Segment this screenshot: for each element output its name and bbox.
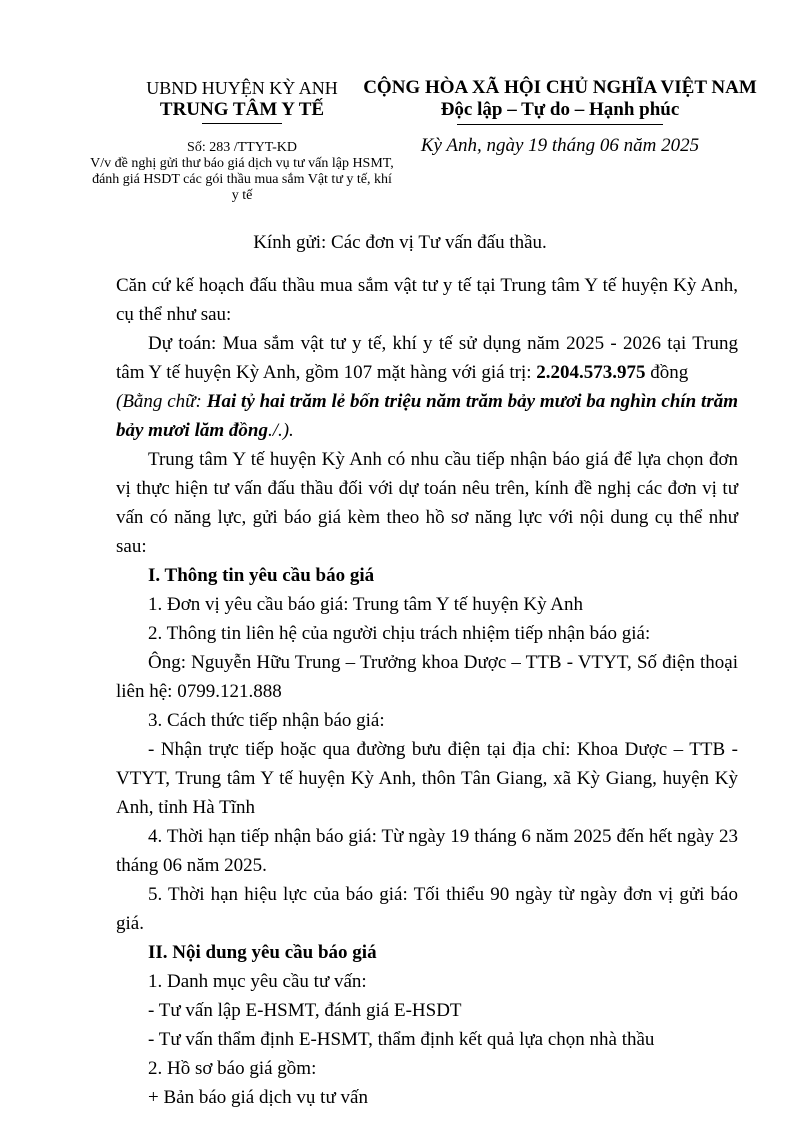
estimate-unit: đồng (645, 362, 689, 383)
header-right-rule (457, 124, 663, 125)
national-title: CỘNG HÒA XÃ HỘI CHỦ NGHĨA VIỆT NAM (363, 77, 757, 98)
greeting: Kính gửi: Các đơn vị Tư vấn đấu thầu. (253, 232, 547, 253)
issuing-unit-name: TRUNG TÂM Y TẾ (159, 99, 325, 120)
paragraph-request: Trung tâm Y tế huyện Kỳ Anh có nhu cầu tiếp nhận báo giá để lựa chọn đơn vị thực hiện tư vấn đấu thầu đối với dự toán nêu trên, kính đề nghị các đơn vị tư vấn có năng lực, gửi báo giá kèm theo hồ sơ năng lực với nội dung cụ thể như sau: (116, 449, 738, 557)
section-1-item-5: 5. Thời hạn hiệu lực của báo giá: Tối thiểu 90 ngày từ ngày đơn vị gửi báo giá. (116, 884, 738, 934)
section-1-item-2: 2. Thông tin liên hệ của người chịu trách nhiệm tiếp nhận báo giá: (148, 623, 651, 644)
section-2-item-1: 1. Danh mục yêu cầu tư vấn: (148, 971, 367, 992)
section-1-address: - Nhận trực tiếp hoặc qua đường bưu điện tại địa chỉ: Khoa Dược – TTB - VTYT, Trung tâm Y tế huyện Kỳ Anh, thôn Tân Giang, xã Kỳ Giang, huyện Kỳ Anh, tỉnh Hà Tĩnh (116, 739, 738, 818)
estimate-amount: 2.204.573.975 (536, 362, 646, 383)
section-1-item-4: 4. Thời hạn tiếp nhận báo giá: Từ ngày 19 tháng 6 năm 2025 đến hết ngày 23 tháng 06 năm 2025. (116, 826, 738, 876)
section-1-item-3: 3. Cách thức tiếp nhận báo giá: (148, 710, 385, 731)
section-2-bullet-1: - Tư vấn lập E-HSMT, đánh giá E-HSDT (148, 1000, 462, 1021)
section-1-item-1: 1. Đơn vị yêu cầu báo giá: Trung tâm Y tế huyện Kỳ Anh (148, 594, 584, 615)
agency-name: UBND HUYỆN KỲ ANH (146, 78, 338, 98)
document-subject: V/v đề nghị gửi thư báo giá dịch vụ tư vấn lập HSMT, đánh giá HSDT các gói thầu mua sắm Vật tư y tế, khí y tế (90, 156, 394, 203)
section-1-heading: I. Thông tin yêu cầu báo giá (148, 565, 375, 586)
section-1-contact: Ông: Nguyễn Hữu Trung – Trưởng khoa Dược – TTB - VTYT, Số điện thoại liên hệ: 0799.121.888 (116, 652, 738, 702)
amount-in-words: Hai tỷ hai trăm lẻ bốn triệu năm trăm bảy mươi ba nghìn chín trăm bảy mươi lăm đồng (116, 391, 738, 441)
paragraph-basis: Căn cứ kế hoạch đấu thầu mua sắm vật tư y tế tại Trung tâm Y tế huyện Kỳ Anh, cụ thể như sau: (116, 275, 738, 325)
amount-words-end: ./.). (267, 420, 294, 441)
document-number: Số: 283 /TTYT-KD (187, 140, 297, 155)
paragraph-estimate (116, 329, 738, 445)
amount-words-label: (Bằng chữ: (116, 391, 207, 412)
section-2-plus-1: + Bản báo giá dịch vụ tư vấn (148, 1087, 368, 1108)
section-2-heading: II. Nội dung yêu cầu báo giá (148, 942, 377, 963)
estimate-text: Dự toán: Mua sắm vật tư y tế, khí y tế sử dụng năm 2025 - 2026 tại Trung tâm Y tế huyện Kỳ Anh, gồm 107 mặt hàng với giá trị: (116, 333, 738, 383)
section-2-bullet-2: - Tư vấn thẩm định E-HSMT, thẩm định kết quả lựa chọn nhà thầu (148, 1029, 655, 1050)
header-left-rule (202, 123, 282, 124)
document-body (116, 271, 738, 1112)
national-motto: Độc lập – Tự do – Hạnh phúc (440, 99, 680, 120)
document-date: Kỳ Anh, ngày 19 tháng 06 năm 2025 (420, 135, 700, 156)
section-2-item-2: 2. Hồ sơ báo giá gồm: (148, 1058, 317, 1079)
